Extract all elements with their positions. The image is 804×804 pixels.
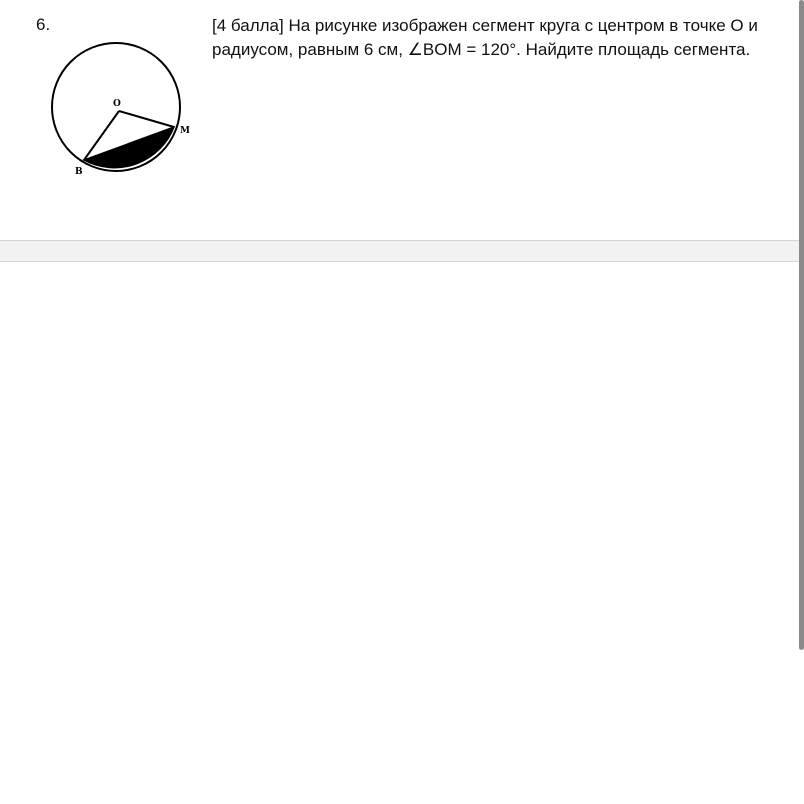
page-divider	[0, 240, 804, 262]
label-point-b: B	[75, 167, 83, 177]
circle-segment-diagram	[40, 40, 200, 190]
label-point-m: M	[180, 126, 190, 136]
scrollbar-thumb[interactable]	[799, 0, 804, 650]
shaded-segment	[84, 127, 174, 168]
scrollbar[interactable]	[799, 0, 804, 650]
circle-segment-figure	[40, 40, 200, 190]
label-center-o: O	[113, 99, 121, 109]
task-text: [4 балла] На рисунке изображен сегмент круга с центром в точке О и радиусом, равным 6 см, ∠BOM = 120°. Найдите площадь сегмента.	[212, 16, 758, 59]
radius-om	[119, 111, 174, 127]
task-number: 6.	[36, 15, 51, 34]
